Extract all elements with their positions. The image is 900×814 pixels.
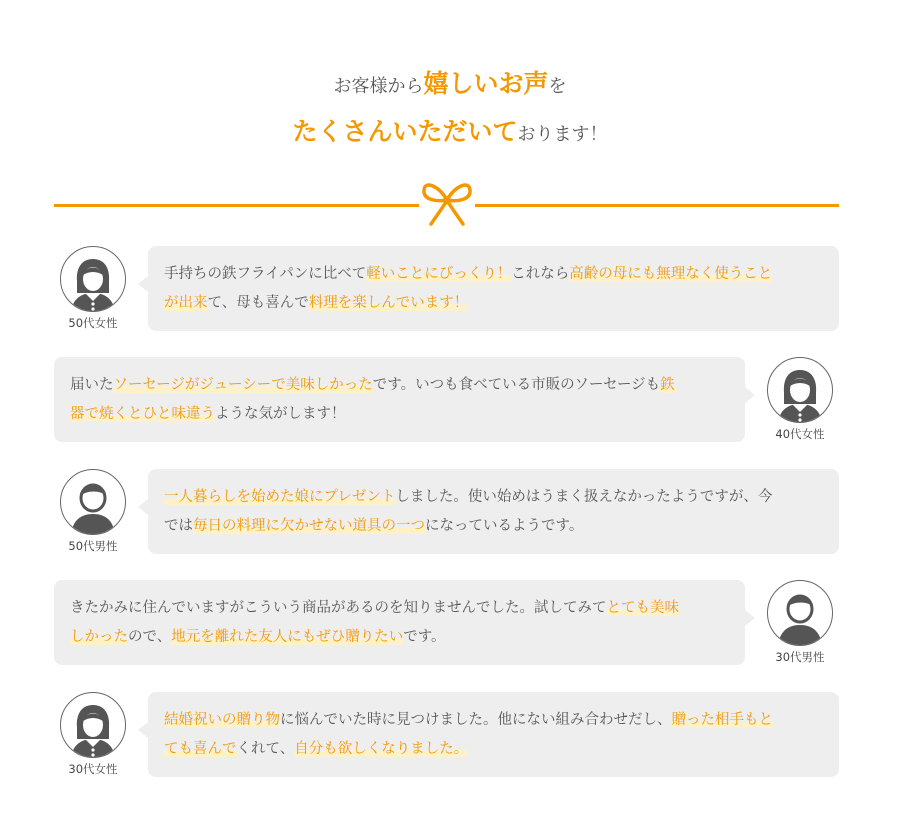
testimonial-line — [70, 400, 729, 429]
testimonial-text: 手持ちの鉄フライパンに比べて — [164, 266, 367, 282]
highlighted-text: 結婚祝いの贈り物 — [164, 712, 280, 728]
testimonial-bubble — [54, 580, 745, 665]
testimonial-text: ので、 — [128, 629, 172, 645]
testimonial-text: て、母も喜んで — [207, 295, 309, 311]
heading-emphasis: 嬉しいお声 — [423, 69, 549, 98]
customer-age-gender: 50代女性 — [68, 316, 118, 330]
testimonial-text: くれて、 — [236, 741, 295, 757]
testimonial-line — [164, 512, 823, 541]
highlighted-text: 贈った相手もと — [671, 712, 773, 728]
customer-age-gender: 30代女性 — [68, 762, 118, 776]
woman-icon — [60, 246, 126, 312]
testimonial-line — [164, 735, 823, 764]
heading-line-2 — [0, 112, 900, 155]
highlighted-text: しかった — [70, 629, 128, 645]
testimonial-line — [70, 371, 729, 400]
woman-icon — [60, 692, 126, 758]
testimonial-text: に悩んでいた時に見つけました。他にない組み合わせだし、 — [280, 712, 672, 728]
highlighted-text: 料理を楽しんでいます！ — [308, 295, 469, 311]
highlighted-text: 鉄 — [660, 377, 675, 393]
testimonial-text: きたかみに住んでいますがこういう商品があるのを知りませんでした。試してみて — [70, 600, 607, 616]
customer-profile — [55, 246, 131, 331]
highlighted-text: が出来 — [164, 295, 208, 311]
customer-profile — [762, 580, 838, 665]
testimonial-line — [164, 483, 823, 512]
man-icon — [767, 580, 833, 646]
testimonial-line — [70, 623, 729, 652]
customer-profile — [55, 469, 131, 554]
testimonial-line — [164, 706, 823, 735]
testimonial-bubble — [148, 692, 839, 777]
customer-profile — [762, 357, 838, 442]
highlighted-text: 毎日の料理に欠かせない道具の一つ — [193, 518, 425, 534]
testimonial-text: です。 — [403, 629, 446, 645]
highlighted-text: とても美味 — [606, 600, 679, 616]
testimonial-text: では — [164, 518, 193, 534]
testimonial-line — [164, 289, 823, 318]
testimonial-bubble — [54, 357, 745, 442]
heading-line-1 — [0, 64, 900, 107]
ribbon-bow-icon — [419, 178, 475, 226]
highlighted-text: 高齢の母にも無理なく使うこと — [569, 266, 773, 282]
testimonial-text: です。いつも食べている市販のソーセージも — [372, 377, 661, 393]
testimonial-text: これなら — [511, 266, 570, 282]
highlighted-text: ソーセージがジューシーで美味しかった — [113, 377, 373, 393]
testimonial-line — [70, 594, 729, 623]
customer-profile — [55, 692, 131, 777]
heading-text: を — [548, 76, 567, 97]
woman-icon — [767, 357, 833, 423]
heading-text: お客様から — [333, 76, 424, 97]
highlighted-text: 一人暮らしを始めた娘にプレゼント — [164, 489, 396, 505]
testimonial-text: になっているようです。 — [425, 518, 584, 534]
customer-age-gender: 30代男性 — [775, 650, 825, 664]
testimonial-text: ような気がします！ — [215, 406, 346, 422]
heading-emphasis: たくさんいただいて — [292, 117, 518, 146]
customer-age-gender: 40代女性 — [775, 427, 825, 441]
testimonial-line — [164, 260, 823, 289]
man-icon — [60, 469, 126, 535]
testimonial-bubble — [148, 246, 839, 331]
highlighted-text: 器で焼くとひと味違う — [70, 406, 215, 422]
testimonial-text: しました。使い始めはうまく扱えなかったようですが、今 — [395, 489, 773, 505]
highlighted-text: 自分も欲しくなりました。 — [294, 741, 469, 757]
highlighted-text: 軽いことにびっくり！ — [366, 266, 512, 282]
testimonial-bubble — [148, 469, 839, 554]
heading-text: おります！ — [517, 124, 608, 145]
testimonial-text: 届いた — [70, 377, 114, 393]
highlighted-text: ても喜んで — [164, 741, 237, 757]
highlighted-text: 地元を離れた友人にもぜひ贈りたい — [171, 629, 404, 645]
customer-age-gender: 50代男性 — [68, 539, 118, 553]
